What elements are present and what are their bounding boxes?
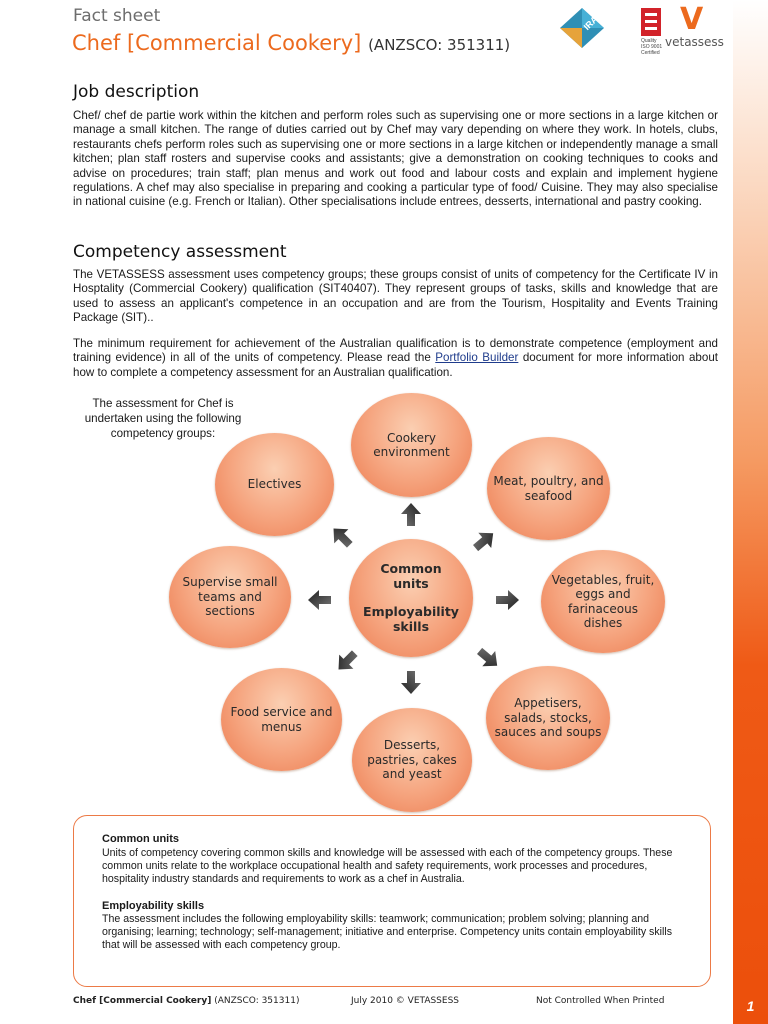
employability-skills-heading: Employability skills [102, 900, 205, 912]
group-bubble-appetisers [486, 666, 610, 770]
group-bubble-vegetables [541, 550, 665, 653]
group-bubble-supervise [169, 546, 291, 648]
center-common-units: Common units [380, 561, 442, 591]
group-bubble-cookery-environment [351, 393, 472, 497]
para2-before: The minimum requirement for achievement of the Australian qualification is to demonstrate competence (employment and training evidence) in all of the units of competency. Please read the [73, 337, 718, 365]
arrow-up-left [326, 521, 356, 551]
group-label: Desserts, pastries, cakes and yeast [367, 738, 457, 782]
fact-sheet-label: Fact sheet [73, 6, 161, 26]
portfolio-builder-link[interactable]: Portfolio Builder [435, 351, 519, 365]
competency-assessment-heading: Competency assessment [73, 242, 287, 262]
common-units-text: Units of competency covering common skills and knowledge will be assessed with each of the competency groups. These common units relate to the workplace occupational health and safety requirements, work processes and procedures, hospitality industry standards and requirements to work as a chef in Australia. [102, 847, 673, 885]
arrow-up [401, 503, 421, 526]
group-label: Food service and menus [230, 705, 333, 734]
arrow-down-left [331, 646, 361, 676]
page-number: 1 [746, 998, 755, 1014]
group-label: Cookery environment [373, 430, 450, 459]
footer-code: (ANZSCO: 351311) [214, 996, 300, 1006]
diagram-intro: The assessment for Chef is undertaken using the following competency groups: [84, 397, 242, 440]
group-label: Meat, poultry, and seafood [493, 474, 604, 503]
footer-title-text: Chef [Commercial Cookery] [73, 996, 212, 1006]
iso-text: Quality ISO 9001 Certified [641, 38, 663, 56]
anzsco-code: (ANZSCO: 351311) [368, 36, 511, 54]
common-units-heading: Common units [102, 833, 179, 845]
vetassess-logo-mark: V [680, 2, 704, 37]
footer-date: July 2010 © VETASSESS [351, 996, 460, 1006]
arrow-down [401, 671, 421, 694]
group-bubble-desserts [352, 708, 472, 812]
center-bubble [349, 539, 473, 657]
arrow-left [308, 590, 331, 610]
group-label: Supervise small teams and sections [182, 575, 278, 619]
group-label: Electives [247, 477, 302, 492]
arrow-up-right [469, 526, 499, 556]
vetassess-logo-text: vetassess [665, 35, 724, 49]
footer-title [73, 996, 299, 1006]
job-description-heading: Job description [73, 82, 200, 102]
employability-skills-text: The assessment includes the following employability skills: teamwork; communication; problem solving; planning and organising; learning; technology; self-management; initiative and enterprise. Competency units contain employability skills that will be assessed with each competency group. [102, 913, 673, 951]
ira-logo-text: IRA [581, 13, 600, 33]
job-description-text: Chef/ chef de partie work within the kitchen and perform roles such as supervising one or more sections in a large kitchen or manage a small kitchen. The range of duties carried out by Chef may vary depending on where they work. In hotels, clubs, restaurants chefs perform roles such as supervising one or more sections in a large kitchen or independently manage a small kitchen; plan staff rosters and supervise cooks and assistants; give a demonstration on cooking techniques to cooks and advise on procedures; train staff; plan menus and work out food and labour costs and explain and implement hygiene regulations. A chef may also specialise in preparing and cooking a particular type of food/ Cuisine. They may also specialise in national cuisine (e.g. French or Italian). Other specialisations include entrees, desserts, international and pastry cooking. [73, 109, 718, 209]
group-bubble-food-service [221, 668, 342, 771]
group-bubble-meat-poultry-seafood [487, 437, 610, 540]
arrow-right [496, 590, 519, 610]
group-bubble-electives [215, 433, 334, 536]
para2-after: document for more information about how to complete a competency assessment for an Australian qualification. [73, 351, 718, 379]
title-text: Chef [Commercial Cookery] [72, 31, 362, 55]
group-label: Vegetables, fruit, eggs and farinaceous dishes [551, 572, 655, 630]
footer-notice: Not Controlled When Printed [536, 996, 665, 1006]
center-employability-skills: Employability skills [363, 604, 459, 634]
group-label: Appetisers, salads, stocks, sauces and soups [494, 696, 602, 740]
competency-paragraph-1: The VETASSESS assessment uses competency groups; these groups consist of units of competency for the Certificate IV in Hosptality (Commercial Cookery) qualification (SIT40407). They represent groups of tasks, skills and knowledge that are used to assess an applicant's competence in an occupation and are from the Tourism, Hospitality and Events Training Package (SIT).. [73, 268, 718, 325]
arrow-down-right [473, 643, 503, 673]
